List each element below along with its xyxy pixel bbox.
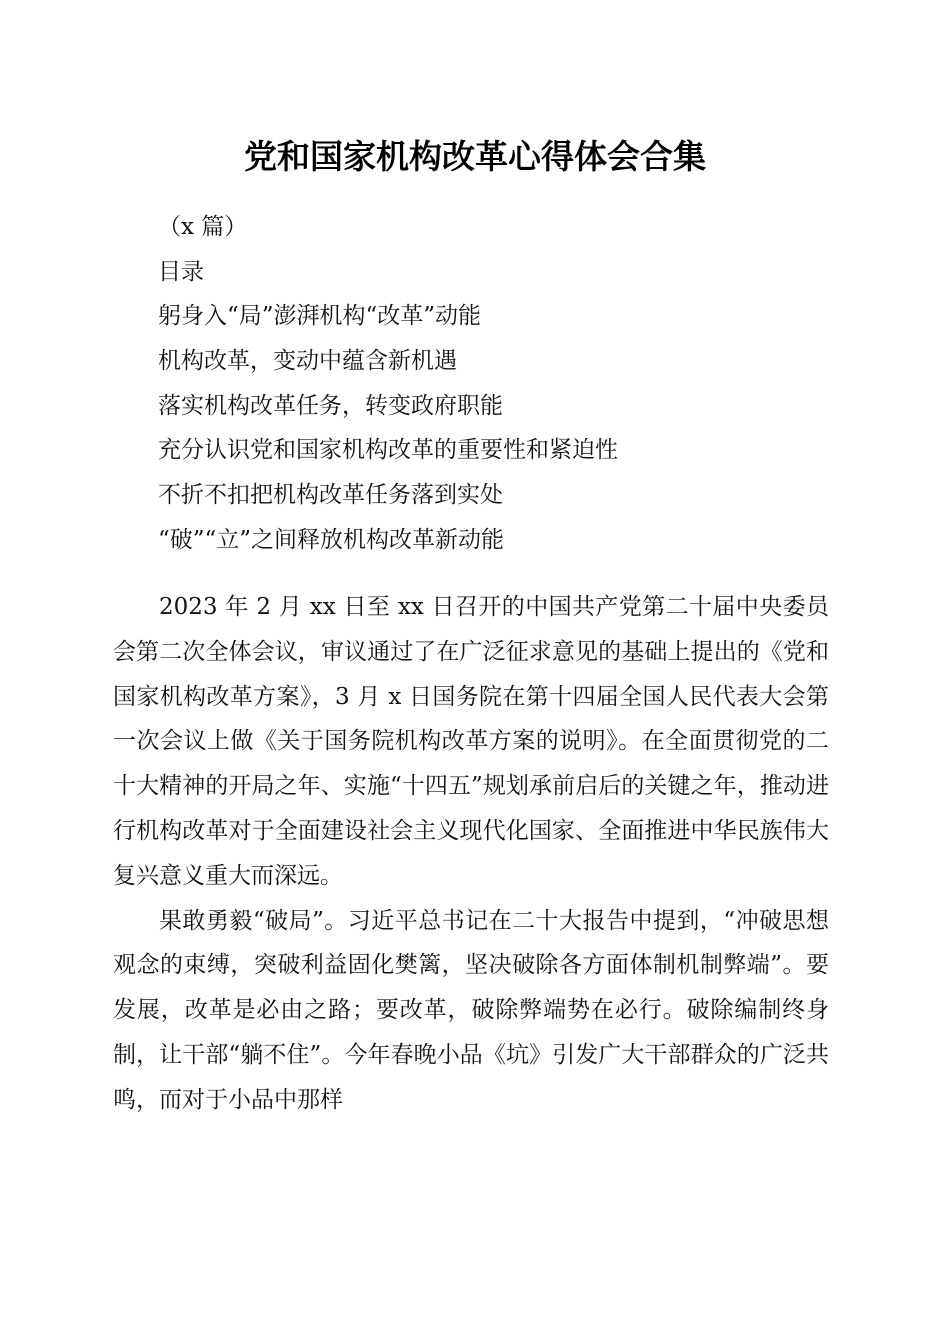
toc-item: 机构改革，变动中蕴含新机遇 [158, 348, 457, 375]
article-count-label: （x 篇） [158, 214, 248, 240]
toc-item: 充分认识党和国家机构改革的重要性和紧迫性 [158, 437, 618, 464]
toc-item: “破”“立”之间释放机构改革新动能 [158, 526, 505, 553]
toc-item: 躬身入“局”澎湃机构“改革”动能 [158, 303, 482, 330]
document-title: 党和国家机构改革心得体会合集 [244, 137, 706, 176]
body-paragraph: 果敢勇毅“破局”。习近平总书记在二十大报告中提到，“冲破思想观念的束缚，突破利益固化樊篱，坚决破除各方面体制机制弊端”。要发展，改革是必由之路；要改革，破除弊端势在必行。破除编制终身制，让干部“躺不住”。今年春晚小品《坑》引发广大干部群众的广泛共鸣，而对于小品中那样 [113, 907, 829, 1113]
body-paragraph: 2023 年 2 月 xx 日至 xx 日召开的中国共产党第二十届中央委员会第二次全体会议，审议通过了在广泛征求意见的基础上提出的《党和国家机构改革方案》，3 月 x 日国务院在第十四届全国人民代表大会第一次会议上做《关于国务院机构改革方案的说明》。在全面贯彻党的二十大精神的开局之年、实施“十四五”规划承前启后的关键之年，推动进行机构改革对于全面建设社会主义现代化国家、全面推进中华民族伟大复兴意义重大而深远。 [113, 594, 829, 889]
toc-item: 落实机构改革任务，转变政府职能 [158, 392, 503, 419]
table-of-contents [158, 205, 858, 563]
toc-heading: 目录 [158, 258, 204, 285]
toc-item: 不折不扣把机构改革任务落到实处 [158, 482, 503, 509]
body-text [113, 585, 829, 1123]
